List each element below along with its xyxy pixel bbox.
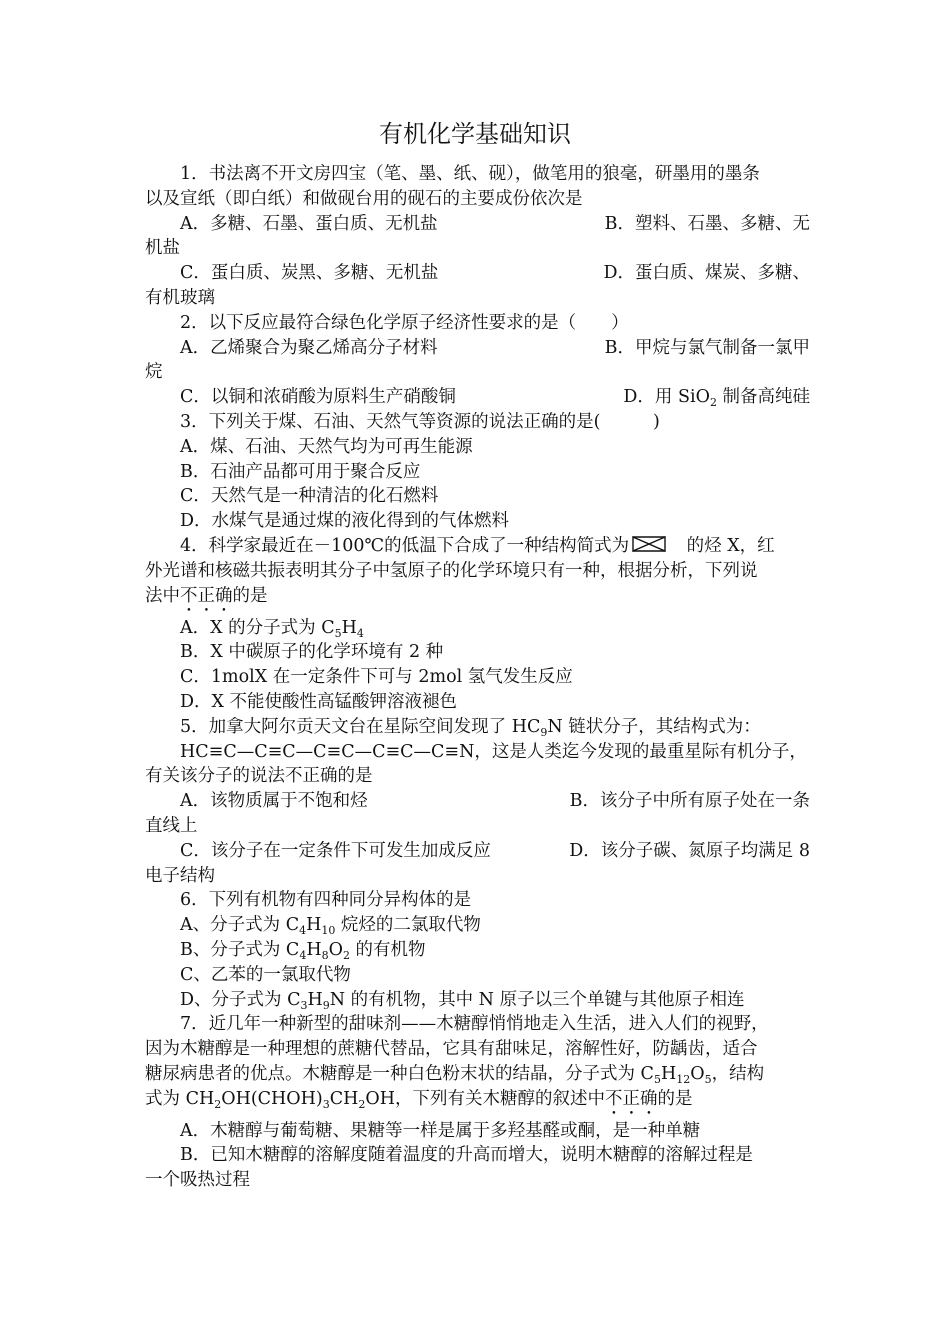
subscript: 2 — [214, 1097, 222, 1111]
document-body — [145, 162, 810, 1193]
q6-option-b-text: H — [306, 939, 322, 960]
q7-option-b-cont: 一个吸热过程 — [145, 1170, 250, 1191]
q4-stem-line2: 外光谱和核磁共振表明其分子中氢原子的化学环境只有一种，根据分析，下列说 — [145, 560, 758, 581]
q7-stem-line1: 7．近几年一种新型的甜味剂——木糖醇悄悄地走入生活，进入人们的视野， — [180, 1014, 769, 1035]
q7-stem-text: OH，下列有关木糖醇的叙述中 — [365, 1088, 606, 1109]
q1-options-cd — [145, 261, 810, 286]
emphasis-text: 不正确 — [180, 585, 233, 606]
q6-option-a-text: A、分子式为 C — [180, 915, 300, 936]
q7-stem-line2: 因为木糖醇是一种理想的蔗糖代替品，它具有甜味足，溶解性好，防龋齿，适合 — [145, 1039, 758, 1060]
q4-stem-text: 法中 — [145, 585, 180, 606]
subscript: 5 — [704, 1072, 712, 1086]
q4-stem-text: 的是 — [232, 585, 268, 606]
q5-option-b-cont: 直线上 — [145, 815, 198, 836]
q7-stem-text: ，结构 — [711, 1063, 765, 1084]
emphasis-text: 不正确 — [605, 1088, 658, 1109]
q6-stem: 6．下列有机物有四种同分异构体的是 — [180, 890, 472, 911]
q2-option-b: B．甲烷与氯气制备一氯甲 — [604, 337, 810, 358]
q5-stem-line1 — [145, 715, 810, 740]
q2-stem: 2．以下反应最符合绿色化学原子经济性要求的是（ ） — [180, 312, 629, 333]
q6-option-d-text: D、分子式为 C — [180, 989, 301, 1010]
q5-options-ab — [145, 789, 810, 814]
q2-option-d-text: 制备高纯硅 — [716, 387, 810, 408]
subscript: 2 — [358, 1097, 366, 1111]
q7-stem-line3 — [145, 1062, 810, 1087]
q7-stem-text: O — [690, 1063, 705, 1084]
q7-stem-text: CH — [329, 1088, 359, 1109]
q5-stem-line3: 有关该分子的说法不正确的是 — [145, 766, 373, 787]
q7-stem-line4 — [145, 1087, 810, 1119]
q5-option-b: B．该分子中所有原子处在一条 — [569, 791, 810, 812]
q4-stem-text: 4．科学家最近在－100℃的低温下合成了一种结构简式为 — [180, 535, 630, 556]
q5-stem-text: N 链状分子，其结构式为： — [547, 716, 761, 737]
q1-option-b: B．塑料、石墨、多糖、无 — [604, 213, 810, 234]
q4-stem-text: 的烃 X，红 — [669, 535, 775, 556]
q3-option-c: C．天然气是一种清洁的化石燃料 — [180, 486, 439, 507]
q5-options-cd — [145, 839, 810, 864]
subscript: 12 — [676, 1072, 691, 1086]
q2-option-d-text: D．用 SiO — [623, 387, 710, 408]
subscript: 10 — [321, 924, 336, 938]
q1-option-d-cont: 有机玻璃 — [145, 287, 215, 308]
q1-stem-line2: 以及宣纸（即白纸）和做砚台用的砚石的主要成份依次是 — [145, 188, 583, 209]
subscript: 3 — [300, 998, 308, 1012]
q3-option-a: A．煤、石油、天然气均为可再生能源 — [180, 436, 473, 457]
q2-options-cd — [145, 385, 810, 410]
q4-option-a-text: H — [341, 617, 357, 638]
q2-option-b-cont: 烷 — [145, 362, 163, 383]
q7-stem-text: 式为 CH — [145, 1088, 215, 1109]
q6-option-a-text: 烷烃的二氯取代物 — [335, 915, 481, 936]
subscript: 2 — [709, 396, 717, 410]
q7-stem-text: 的是 — [657, 1088, 693, 1109]
q7-option-b: B．已知木糖醇的溶解度随着温度的升高而增大，说明木糖醇的溶解过程是 — [180, 1145, 753, 1166]
page-title: 有机化学基础知识 — [379, 120, 571, 148]
q4-option-a-text: A．X 的分子式为 C — [180, 617, 335, 638]
q6-option-b-text: O — [328, 939, 343, 960]
q4-option-d: D．X 不能使酸性高锰酸钾溶液褪色 — [180, 691, 458, 712]
subscript: 8 — [321, 948, 329, 962]
q1-option-c: C．蛋白质、炭黑、多糖、无机盐 — [180, 263, 439, 284]
q6-option-b-text: B、分子式为 C — [180, 939, 300, 960]
q2-option-d — [588, 385, 810, 410]
q5-option-c: C．该分子在一定条件下可发生加成反应 — [180, 840, 491, 861]
subscript: 2 — [342, 948, 350, 962]
q4-option-c: C．1molX 在一定条件下可与 2mol 氢气发生反应 — [180, 667, 573, 688]
q1-option-d: D．蛋白质、煤炭、多糖、 — [603, 263, 810, 284]
q6-option-d — [145, 988, 810, 1013]
q5-stem-line2: HC≡C—C≡C—C≡C—C≡C—C≡N，这是人类迄今发现的最重星际有机分子， — [180, 741, 807, 762]
subscript: 4 — [299, 948, 307, 962]
q2-option-c: C．以铜和浓硝酸为原料生产硝酸铜 — [180, 387, 456, 408]
q7-stem-text: OH(CHOH) — [221, 1088, 323, 1109]
q5-option-d-cont: 电子结构 — [145, 865, 215, 886]
q6-option-c: C、乙苯的一氯取代物 — [180, 964, 351, 985]
q7-stem-text: H — [660, 1063, 677, 1084]
q6-option-b — [145, 938, 810, 963]
q1-option-b-cont: 机盐 — [145, 238, 180, 259]
spiro-structure-icon — [631, 534, 667, 554]
q6-option-a — [145, 913, 810, 938]
q5-option-d: D．该分子碳、氮原子均满足 8 — [569, 840, 810, 861]
subscript: 5 — [334, 626, 342, 640]
q2-option-a: A．乙烯聚合为聚乙烯高分子材料 — [180, 337, 438, 358]
q6-option-a-text: H — [306, 915, 322, 936]
q4-stem-line3 — [145, 584, 810, 616]
subscript: 9 — [540, 725, 548, 739]
q2-options-ab — [145, 336, 810, 361]
subscript: 3 — [322, 1097, 330, 1111]
q6-option-d-text: N 的有机物，其中 N 原子以三个单键与其他原子相连 — [329, 989, 745, 1010]
q3-stem: 3．下列关于煤、石油、天然气等资源的说法正确的是( ) — [180, 411, 660, 432]
q4-option-b: B．X 中碳原子的化学环境有 2 种 — [180, 642, 444, 663]
q3-option-b: B．石油产品都可用于聚合反应 — [180, 461, 421, 482]
q1-stem-line1: 1．书法离不开文房四宝（笔、墨、纸、砚），做笔用的狼毫，研墨用的墨条 — [180, 164, 760, 184]
q5-option-a: A．该物质属于不饱和烃 — [180, 791, 368, 812]
q7-option-a: A．木糖醇与葡萄糖、果糖等一样是属于多羟基醛或酮，是一种单糖 — [180, 1120, 701, 1141]
q1-option-a: A．多糖、石墨、蛋白质、无机盐 — [180, 213, 438, 234]
q5-stem-text: 5．加拿大阿尔贡天文台在星际空间发现了 HC — [180, 716, 541, 737]
subscript: 9 — [322, 998, 330, 1012]
subscript: 4 — [356, 626, 364, 640]
q4-stem-line1 — [145, 534, 810, 559]
subscript: 4 — [299, 924, 307, 938]
subscript: 5 — [653, 1072, 661, 1086]
q3-option-d: D．水煤气是通过煤的液化得到的气体燃料 — [180, 511, 510, 532]
q7-stem-text: 糖尿病患者的优点。木糖醇是一种白色粉末状的结晶，分子式为 C — [145, 1063, 654, 1084]
q6-option-d-text: H — [307, 989, 323, 1010]
q4-option-a — [145, 616, 810, 641]
q6-option-b-text: 的有机物 — [349, 939, 426, 960]
q1-options-ab — [145, 212, 810, 237]
